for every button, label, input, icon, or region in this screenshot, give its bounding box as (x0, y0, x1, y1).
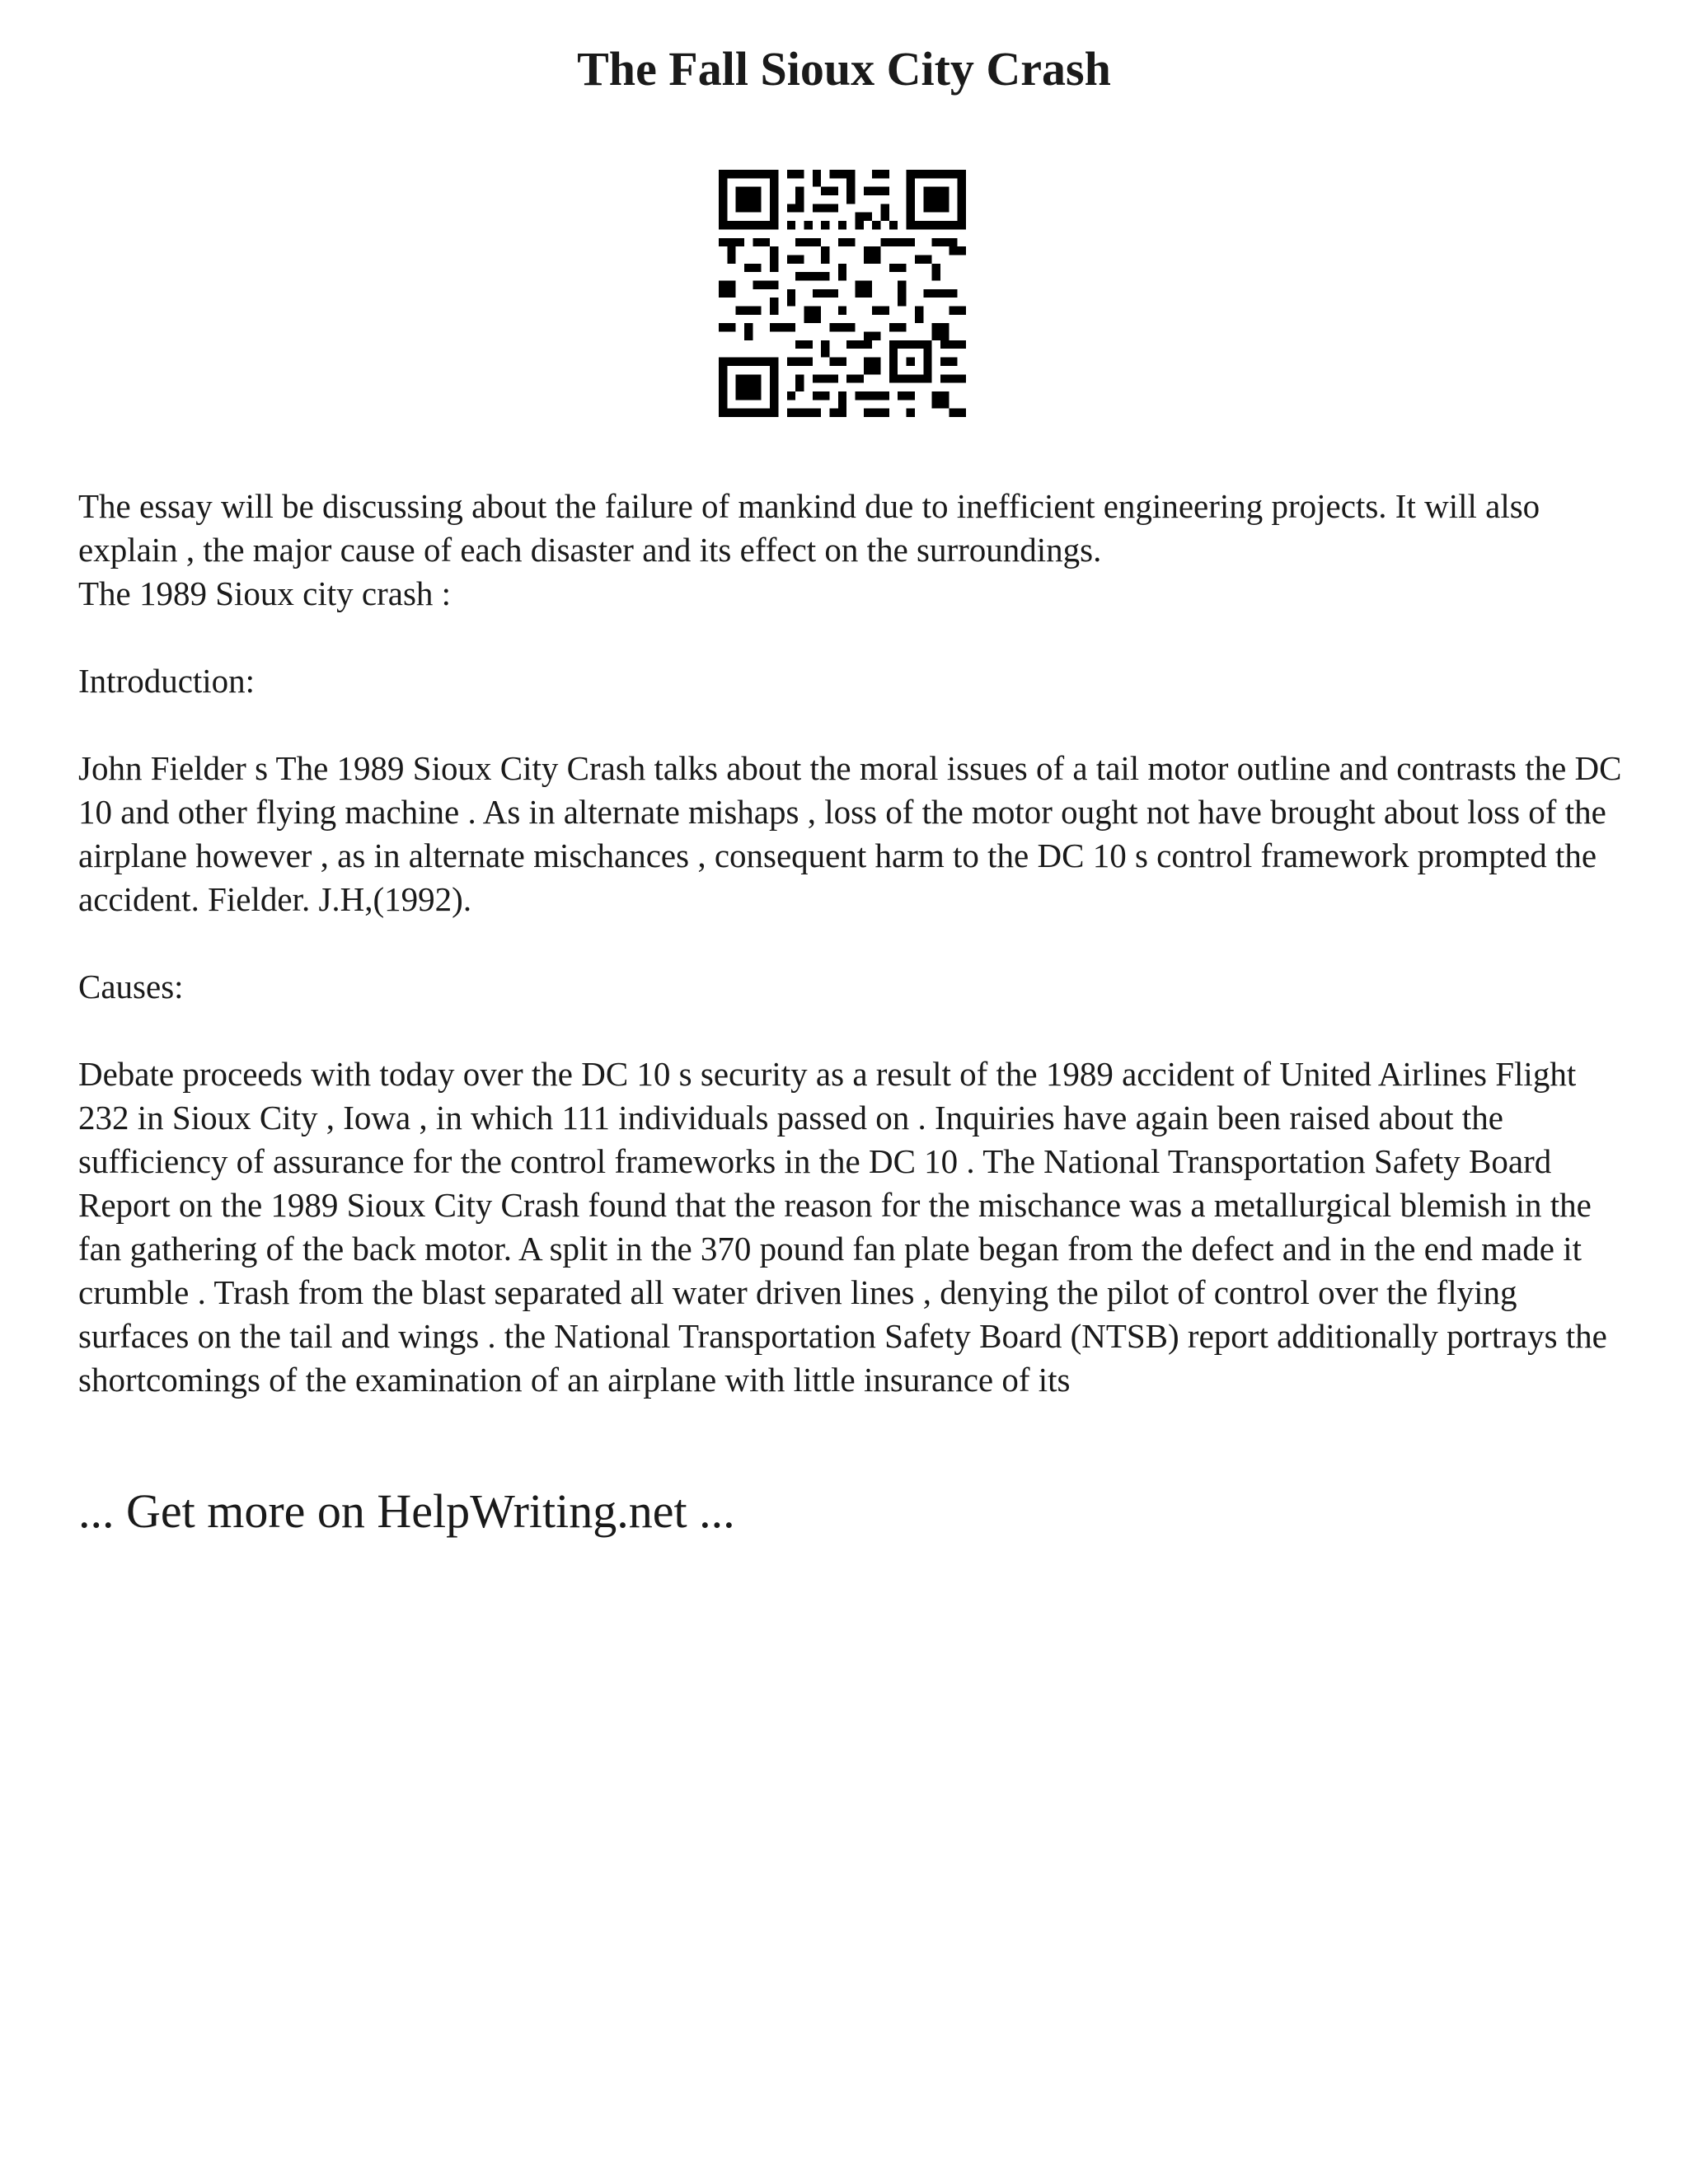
get-more-link[interactable]: ... Get more on HelpWriting.net ... (78, 1484, 735, 1538)
causes-heading: Causes: (78, 968, 184, 1005)
introduction-paragraph: John Fielder s The 1989 Sioux City Crash talks about the moral issues of a tail motor outline and contrasts the DC 10 and other flying machine . As in alternate mishaps , loss of the motor ought not have brought about loss of the airplane however , as in alternate mischances , consequent harm to the DC 10 s control framework prompted the accident. Fielder. J.H,(1992). (78, 749, 1622, 918)
introduction-heading: Introduction: (78, 662, 256, 700)
document-title: The Fall Sioux City Crash (577, 42, 1111, 96)
subject-line: The 1989 Sioux city crash : (78, 574, 452, 612)
intro-paragraph: The essay will be discussing about the failure of mankind due to inefficient engineering projects. It will also explain , the major cause of each disaster and its effect on the surroundings. (78, 487, 1540, 569)
essay-body (78, 485, 1628, 1402)
causes-paragraph: Debate proceeds with today over the DC 10 s security as a result of the 1989 accident of United Airlines Flight 232 in Sioux City , Iowa , in which 111 individuals passed on . Inquiries have again been raised about the sufficiency of assurance for the control frameworks in the DC 10 . The National Transportation Safety Board Report on the 1989 Sioux City Crash found that the reason for the mischance was a metallurgical blemish in the fan gathering of the back motor. A split in the 370 pound fan plate began from the defect and in the end made it crumble . Trash from the blast separated all water driven lines , denying the pilot of control over the flying surfaces on the tail and wings . the National Transportation Safety Board (NTSB) report additionally portrays the shortcomings of the examination of an airplane with little insurance of its (78, 1055, 1607, 1399)
qr-code-icon[interactable] (719, 170, 966, 417)
